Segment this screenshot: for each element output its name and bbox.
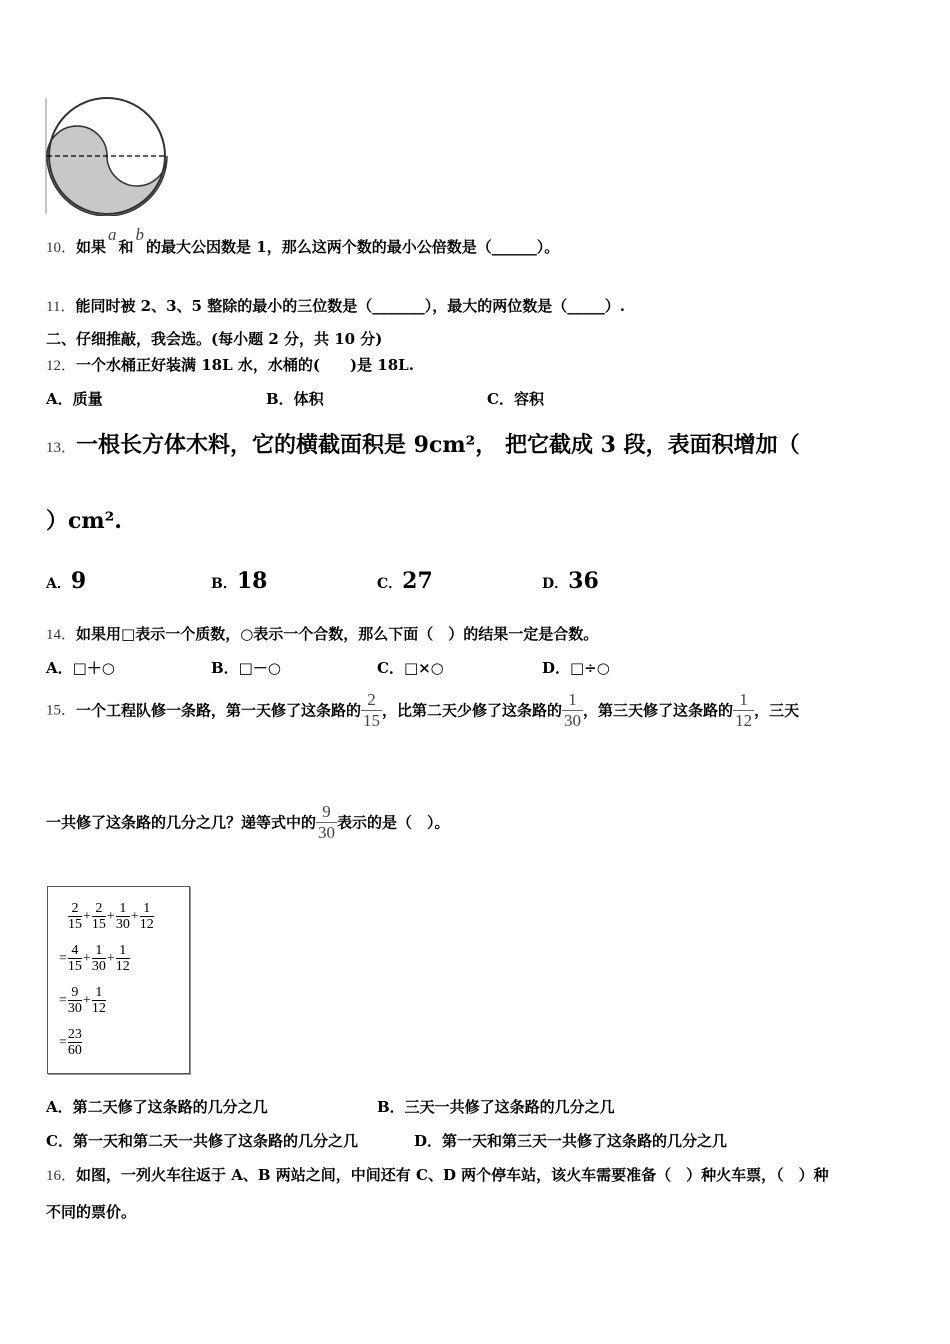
q15-line2 xyxy=(46,802,450,843)
fraction-denominator: 30 xyxy=(564,711,582,730)
fraction xyxy=(316,802,337,843)
q13-text-line2: ）cm². xyxy=(46,508,122,534)
q13-option-d[interactable] xyxy=(542,568,599,594)
semicircle-figure xyxy=(44,96,172,216)
question-number: 14． xyxy=(46,627,77,643)
q14-option-d[interactable]: D．□÷○ xyxy=(542,659,610,677)
q16-text-line2: 不同的票价。 xyxy=(46,1203,137,1221)
plus-sign: + xyxy=(106,950,115,966)
q13-option-b[interactable] xyxy=(211,568,267,594)
equals-sign: = xyxy=(59,1034,67,1050)
q12-option-a[interactable]: A．质量 xyxy=(46,390,103,408)
calc-fraction: $\frac{2}{15}$ xyxy=(91,901,106,932)
q15-part1: 一个工程队修一条路，第一天修了这条路的 xyxy=(76,701,362,720)
q12-text: 一个水桶正好装满 18L 水，水桶的( )是 18L. xyxy=(76,356,414,374)
plus-sign: + xyxy=(83,908,91,924)
option-value: 27 xyxy=(402,568,433,594)
q13-option-c[interactable] xyxy=(377,568,433,594)
plus-sign: + xyxy=(106,908,115,924)
question-number: 11． xyxy=(46,299,76,315)
q13-option-a[interactable] xyxy=(46,568,86,594)
question-12 xyxy=(46,354,414,375)
calc-fraction: $\frac{23}{60}$ xyxy=(67,1027,82,1058)
fraction-numerator: 1 xyxy=(739,690,748,709)
calc-fraction: $\frac{9}{30}$ xyxy=(67,985,82,1016)
fraction-denominator: 15 xyxy=(363,711,381,730)
calculation-box xyxy=(47,886,190,1074)
q16-text-line1: 如图，一列火车往返于 A、B 两站之间，中间还有 C、D 两个停车站，该火车需要准备（ ）种火车票，（ ）种 xyxy=(76,1166,829,1184)
fraction xyxy=(361,690,382,731)
q13-text-line1: 一根长方体木料，它的横截面积是 9cm²， 把它截成 3 段，表面积增加（ xyxy=(76,432,800,458)
calc-line-2 xyxy=(58,943,130,974)
q10-prefix: 如果 xyxy=(76,238,107,256)
option-label: C． xyxy=(377,576,403,592)
question-number: 12． xyxy=(46,358,77,374)
q11-text: 能同时被 2、3、5 整除的最小的三位数是（_______），最大的两位数是（_____）. xyxy=(75,297,625,315)
q15-part2: ，比第二天少修了这条路的 xyxy=(382,701,563,720)
question-number: 16． xyxy=(46,1168,77,1184)
q15-option-a[interactable]: A．第二天修了这条路的几分之几 xyxy=(46,1098,268,1116)
question-10 xyxy=(46,225,560,257)
equals-sign: = xyxy=(59,950,67,966)
calc-fraction: $\frac{1}{30}$ xyxy=(91,943,106,974)
q12-option-b[interactable]: B．体积 xyxy=(266,390,324,408)
option-value: 36 xyxy=(568,568,599,594)
q15-option-c[interactable]: C．第一天和第二天一共修了这条路的几分之几 xyxy=(46,1132,358,1150)
question-number: 15． xyxy=(46,702,77,719)
calc-line-1 xyxy=(68,901,154,932)
equals-sign: = xyxy=(59,992,67,1008)
fraction-numerator: 2 xyxy=(367,690,376,709)
option-label: D． xyxy=(542,576,569,592)
calc-fraction: $\frac{1}{12}$ xyxy=(139,901,154,932)
calc-line-4 xyxy=(58,1027,82,1058)
calc-fraction: $\frac{1}{30}$ xyxy=(115,901,130,932)
calc-fraction: $\frac{2}{15}$ xyxy=(68,901,82,932)
calc-fraction: $\frac{1}{12}$ xyxy=(115,943,130,974)
question-14 xyxy=(46,623,598,644)
variable-b: b xyxy=(135,225,145,244)
q14-text: 如果用□表示一个质数，○表示一个合数，那么下面（ ）的结果一定是合数。 xyxy=(76,625,599,643)
option-label: A． xyxy=(46,576,71,592)
calc-fraction: $\frac{1}{12}$ xyxy=(91,985,106,1016)
question-15 xyxy=(46,690,799,731)
q10-suffix: 的最大公因数是 1，那么这两个数的最小公倍数是（______）。 xyxy=(146,238,560,256)
plus-sign: + xyxy=(82,992,91,1008)
q15-line2-part1: 一共修了这条路的几分之几？递等式中的 xyxy=(46,813,317,832)
q15-option-d[interactable]: D．第一天和第三天一共修了这条路的几分之几 xyxy=(414,1132,728,1150)
q14-option-c[interactable]: C．□×○ xyxy=(377,659,444,677)
q15-part3: ，第三天修了这条路的 xyxy=(583,701,734,720)
option-value: 9 xyxy=(70,568,87,594)
q15-option-b[interactable]: B．三天一共修了这条路的几分之几 xyxy=(377,1098,615,1116)
fraction xyxy=(733,690,754,731)
variable-a: a xyxy=(108,225,117,244)
question-11 xyxy=(46,295,625,316)
q15-line2-part2: 表示的是（ ）。 xyxy=(337,813,450,832)
fraction-numerator: 1 xyxy=(568,690,577,709)
q14-option-b[interactable]: B．□－○ xyxy=(211,659,281,677)
q12-option-c[interactable]: C．容积 xyxy=(487,390,544,408)
q15-part4: ，三天 xyxy=(754,701,800,720)
fraction-numerator: 9 xyxy=(322,802,331,821)
option-value: 18 xyxy=(236,568,268,594)
fraction xyxy=(562,690,583,731)
q10-and: 和 xyxy=(118,238,134,256)
calc-fraction: $\frac{4}{15}$ xyxy=(67,943,82,974)
question-16 xyxy=(46,1164,829,1185)
calc-line-3 xyxy=(58,985,106,1016)
question-13 xyxy=(46,428,800,459)
question-number: 10． xyxy=(46,240,77,256)
plus-sign: + xyxy=(130,908,139,924)
question-number: 13． xyxy=(46,440,77,456)
fraction-denominator: 30 xyxy=(318,823,336,842)
q14-option-a[interactable]: A．□＋○ xyxy=(46,659,115,677)
section-2-title: 二、仔细推敲，我会选。(每小题 2 分，共 10 分) xyxy=(46,330,383,348)
option-label: B． xyxy=(211,576,237,592)
fraction-denominator: 12 xyxy=(735,711,753,730)
plus-sign: + xyxy=(82,950,91,966)
